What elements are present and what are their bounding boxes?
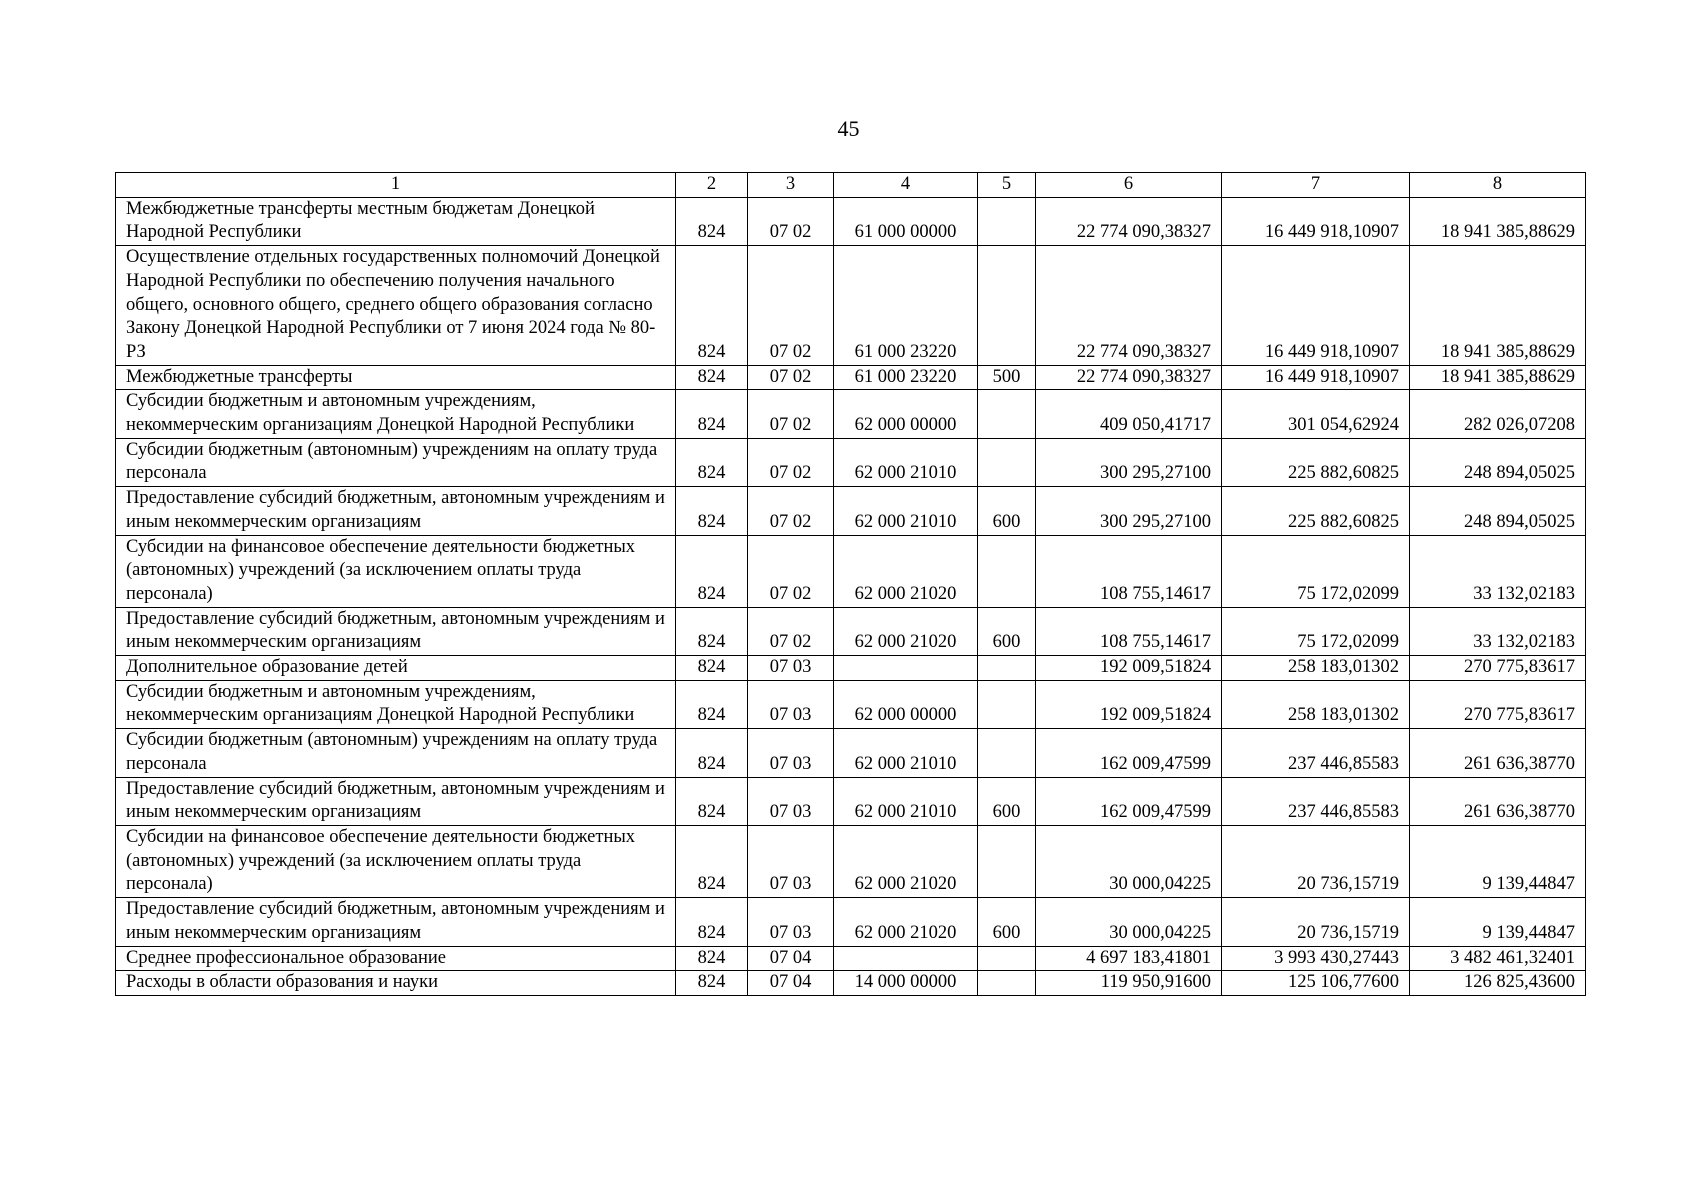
amount-col-6: 22 774 090,38327 xyxy=(1036,365,1222,390)
table-row xyxy=(116,246,1586,366)
target-article-code: 62 000 21020 xyxy=(834,898,978,946)
budget-table xyxy=(115,172,1586,996)
row-name: Среднее профессиональное образование xyxy=(116,946,676,971)
table-row xyxy=(116,535,1586,607)
amount-col-8: 3 482 461,32401 xyxy=(1410,946,1586,971)
row-name: Субсидии на финансовое обеспечение деятельности бюджетных (автономных) учреждений (за исключением оплаты труда персонала) xyxy=(116,535,676,607)
amount-col-7: 125 106,77600 xyxy=(1222,971,1410,996)
ved-code: 824 xyxy=(676,365,748,390)
target-article-code: 61 000 23220 xyxy=(834,246,978,366)
amount-col-7: 301 054,62924 xyxy=(1222,390,1410,438)
amount-col-7: 16 449 918,10907 xyxy=(1222,197,1410,245)
amount-col-6: 192 009,51824 xyxy=(1036,680,1222,728)
amount-col-8: 248 894,05025 xyxy=(1410,487,1586,535)
amount-col-8: 248 894,05025 xyxy=(1410,438,1586,486)
row-name: Предоставление субсидий бюджетным, автономным учреждениям и иным некоммерческим организациям xyxy=(116,487,676,535)
ved-code: 824 xyxy=(676,729,748,777)
section-code: 07 03 xyxy=(748,680,834,728)
table-row xyxy=(116,825,1586,897)
section-code: 07 03 xyxy=(748,729,834,777)
target-article-code xyxy=(834,656,978,681)
expense-type-code xyxy=(978,535,1036,607)
amount-col-6: 108 755,14617 xyxy=(1036,535,1222,607)
row-name: Предоставление субсидий бюджетным, автономным учреждениям и иным некоммерческим организациям xyxy=(116,898,676,946)
amount-col-6: 108 755,14617 xyxy=(1036,607,1222,655)
amount-col-7: 75 172,02099 xyxy=(1222,535,1410,607)
target-article-code: 62 000 21020 xyxy=(834,535,978,607)
expense-type-code xyxy=(978,946,1036,971)
target-article-code: 62 000 21010 xyxy=(834,487,978,535)
ved-code: 824 xyxy=(676,971,748,996)
target-article-code: 62 000 21020 xyxy=(834,825,978,897)
amount-col-7: 16 449 918,10907 xyxy=(1222,365,1410,390)
section-code: 07 02 xyxy=(748,438,834,486)
column-header: 8 xyxy=(1410,173,1586,198)
table-row xyxy=(116,487,1586,535)
ved-code: 824 xyxy=(676,607,748,655)
amount-col-6: 300 295,27100 xyxy=(1036,487,1222,535)
table-row xyxy=(116,680,1586,728)
amount-col-8: 9 139,44847 xyxy=(1410,898,1586,946)
amount-col-6: 30 000,04225 xyxy=(1036,825,1222,897)
amount-col-7: 3 993 430,27443 xyxy=(1222,946,1410,971)
amount-col-7: 75 172,02099 xyxy=(1222,607,1410,655)
amount-col-8: 270 775,83617 xyxy=(1410,680,1586,728)
section-code: 07 03 xyxy=(748,825,834,897)
target-article-code: 62 000 00000 xyxy=(834,390,978,438)
amount-col-6: 192 009,51824 xyxy=(1036,656,1222,681)
column-header: 6 xyxy=(1036,173,1222,198)
column-header: 3 xyxy=(748,173,834,198)
section-code: 07 02 xyxy=(748,197,834,245)
amount-col-8: 18 941 385,88629 xyxy=(1410,246,1586,366)
row-name: Межбюджетные трансферты местным бюджетам Донецкой Народной Республики xyxy=(116,197,676,245)
column-header: 4 xyxy=(834,173,978,198)
section-code: 07 04 xyxy=(748,946,834,971)
expense-type-code xyxy=(978,729,1036,777)
expense-type-code xyxy=(978,656,1036,681)
amount-col-7: 258 183,01302 xyxy=(1222,680,1410,728)
table-row xyxy=(116,729,1586,777)
expense-type-code: 600 xyxy=(978,487,1036,535)
amount-col-7: 20 736,15719 xyxy=(1222,898,1410,946)
section-code: 07 02 xyxy=(748,535,834,607)
amount-col-6: 162 009,47599 xyxy=(1036,729,1222,777)
row-name: Субсидии на финансовое обеспечение деятельности бюджетных (автономных) учреждений (за исключением оплаты труда персонала) xyxy=(116,825,676,897)
amount-col-6: 409 050,41717 xyxy=(1036,390,1222,438)
page-number: 45 xyxy=(837,116,860,141)
section-code: 07 04 xyxy=(748,971,834,996)
expense-type-code xyxy=(978,680,1036,728)
expense-type-code xyxy=(978,825,1036,897)
column-header: 7 xyxy=(1222,173,1410,198)
amount-col-7: 258 183,01302 xyxy=(1222,656,1410,681)
amount-col-6: 22 774 090,38327 xyxy=(1036,197,1222,245)
table-row xyxy=(116,438,1586,486)
amount-col-8: 18 941 385,88629 xyxy=(1410,197,1586,245)
column-header: 2 xyxy=(676,173,748,198)
section-code: 07 02 xyxy=(748,246,834,366)
amount-col-7: 237 446,85583 xyxy=(1222,777,1410,825)
row-name: Субсидии бюджетным и автономным учреждениям, некоммерческим организациям Донецкой Народной Республики xyxy=(116,680,676,728)
section-code: 07 02 xyxy=(748,607,834,655)
amount-col-8: 282 026,07208 xyxy=(1410,390,1586,438)
row-name: Субсидии бюджетным (автономным) учреждениям на оплату труда персонала xyxy=(116,729,676,777)
row-name: Субсидии бюджетным и автономным учреждениям, некоммерческим организациям Донецкой Народной Республики xyxy=(116,390,676,438)
amount-col-7: 237 446,85583 xyxy=(1222,729,1410,777)
table-row xyxy=(116,946,1586,971)
amount-col-6: 22 774 090,38327 xyxy=(1036,246,1222,366)
expense-type-code: 600 xyxy=(978,898,1036,946)
section-code: 07 02 xyxy=(748,365,834,390)
target-article-code xyxy=(834,946,978,971)
expense-type-code xyxy=(978,246,1036,366)
table-row xyxy=(116,197,1586,245)
amount-col-7: 225 882,60825 xyxy=(1222,487,1410,535)
row-name: Предоставление субсидий бюджетным, автономным учреждениям и иным некоммерческим организациям xyxy=(116,607,676,655)
amount-col-6: 162 009,47599 xyxy=(1036,777,1222,825)
column-header: 1 xyxy=(116,173,676,198)
table-header-row xyxy=(116,173,1586,198)
ved-code: 824 xyxy=(676,535,748,607)
row-name: Межбюджетные трансферты xyxy=(116,365,676,390)
ved-code: 824 xyxy=(676,946,748,971)
amount-col-6: 4 697 183,41801 xyxy=(1036,946,1222,971)
table-row xyxy=(116,656,1586,681)
target-article-code: 61 000 23220 xyxy=(834,365,978,390)
row-name: Дополнительное образование детей xyxy=(116,656,676,681)
expense-type-code xyxy=(978,971,1036,996)
row-name: Субсидии бюджетным (автономным) учреждениям на оплату труда персонала xyxy=(116,438,676,486)
ved-code: 824 xyxy=(676,656,748,681)
amount-col-8: 33 132,02183 xyxy=(1410,607,1586,655)
table-row xyxy=(116,607,1586,655)
ved-code: 824 xyxy=(676,390,748,438)
expense-type-code xyxy=(978,438,1036,486)
row-name: Осуществление отдельных государственных полномочий Донецкой Народной Республики по обеспечению получения начального общего, основного общего, среднего общего образования согласно Закону Донецкой Народной Республики от 7 июня 2024 года № 80-РЗ xyxy=(116,246,676,366)
column-header: 5 xyxy=(978,173,1036,198)
row-name: Предоставление субсидий бюджетным, автономным учреждениям и иным некоммерческим организациям xyxy=(116,777,676,825)
amount-col-8: 9 139,44847 xyxy=(1410,825,1586,897)
expense-type-code xyxy=(978,390,1036,438)
ved-code: 824 xyxy=(676,197,748,245)
table-row xyxy=(116,777,1586,825)
target-article-code: 61 000 00000 xyxy=(834,197,978,245)
amount-col-8: 261 636,38770 xyxy=(1410,729,1586,777)
ved-code: 824 xyxy=(676,487,748,535)
amount-col-7: 20 736,15719 xyxy=(1222,825,1410,897)
section-code: 07 03 xyxy=(748,777,834,825)
amount-col-7: 16 449 918,10907 xyxy=(1222,246,1410,366)
section-code: 07 03 xyxy=(748,898,834,946)
expense-type-code: 600 xyxy=(978,777,1036,825)
target-article-code: 62 000 21010 xyxy=(834,729,978,777)
amount-col-7: 225 882,60825 xyxy=(1222,438,1410,486)
table-row xyxy=(116,898,1586,946)
table-row xyxy=(116,971,1586,996)
amount-col-6: 300 295,27100 xyxy=(1036,438,1222,486)
table-row xyxy=(116,390,1586,438)
row-name: Расходы в области образования и науки xyxy=(116,971,676,996)
expense-type-code: 500 xyxy=(978,365,1036,390)
amount-col-8: 33 132,02183 xyxy=(1410,535,1586,607)
ved-code: 824 xyxy=(676,438,748,486)
amount-col-6: 119 950,91600 xyxy=(1036,971,1222,996)
section-code: 07 02 xyxy=(748,390,834,438)
target-article-code: 14 000 00000 xyxy=(834,971,978,996)
table-row xyxy=(116,365,1586,390)
amount-col-8: 261 636,38770 xyxy=(1410,777,1586,825)
ved-code: 824 xyxy=(676,246,748,366)
section-code: 07 02 xyxy=(748,487,834,535)
amount-col-8: 270 775,83617 xyxy=(1410,656,1586,681)
amount-col-8: 18 941 385,88629 xyxy=(1410,365,1586,390)
amount-col-8: 126 825,43600 xyxy=(1410,971,1586,996)
ved-code: 824 xyxy=(676,777,748,825)
ved-code: 824 xyxy=(676,680,748,728)
target-article-code: 62 000 21010 xyxy=(834,438,978,486)
expense-type-code: 600 xyxy=(978,607,1036,655)
target-article-code: 62 000 21010 xyxy=(834,777,978,825)
section-code: 07 03 xyxy=(748,656,834,681)
target-article-code: 62 000 21020 xyxy=(834,607,978,655)
ved-code: 824 xyxy=(676,898,748,946)
amount-col-6: 30 000,04225 xyxy=(1036,898,1222,946)
ved-code: 824 xyxy=(676,825,748,897)
target-article-code: 62 000 00000 xyxy=(834,680,978,728)
expense-type-code xyxy=(978,197,1036,245)
